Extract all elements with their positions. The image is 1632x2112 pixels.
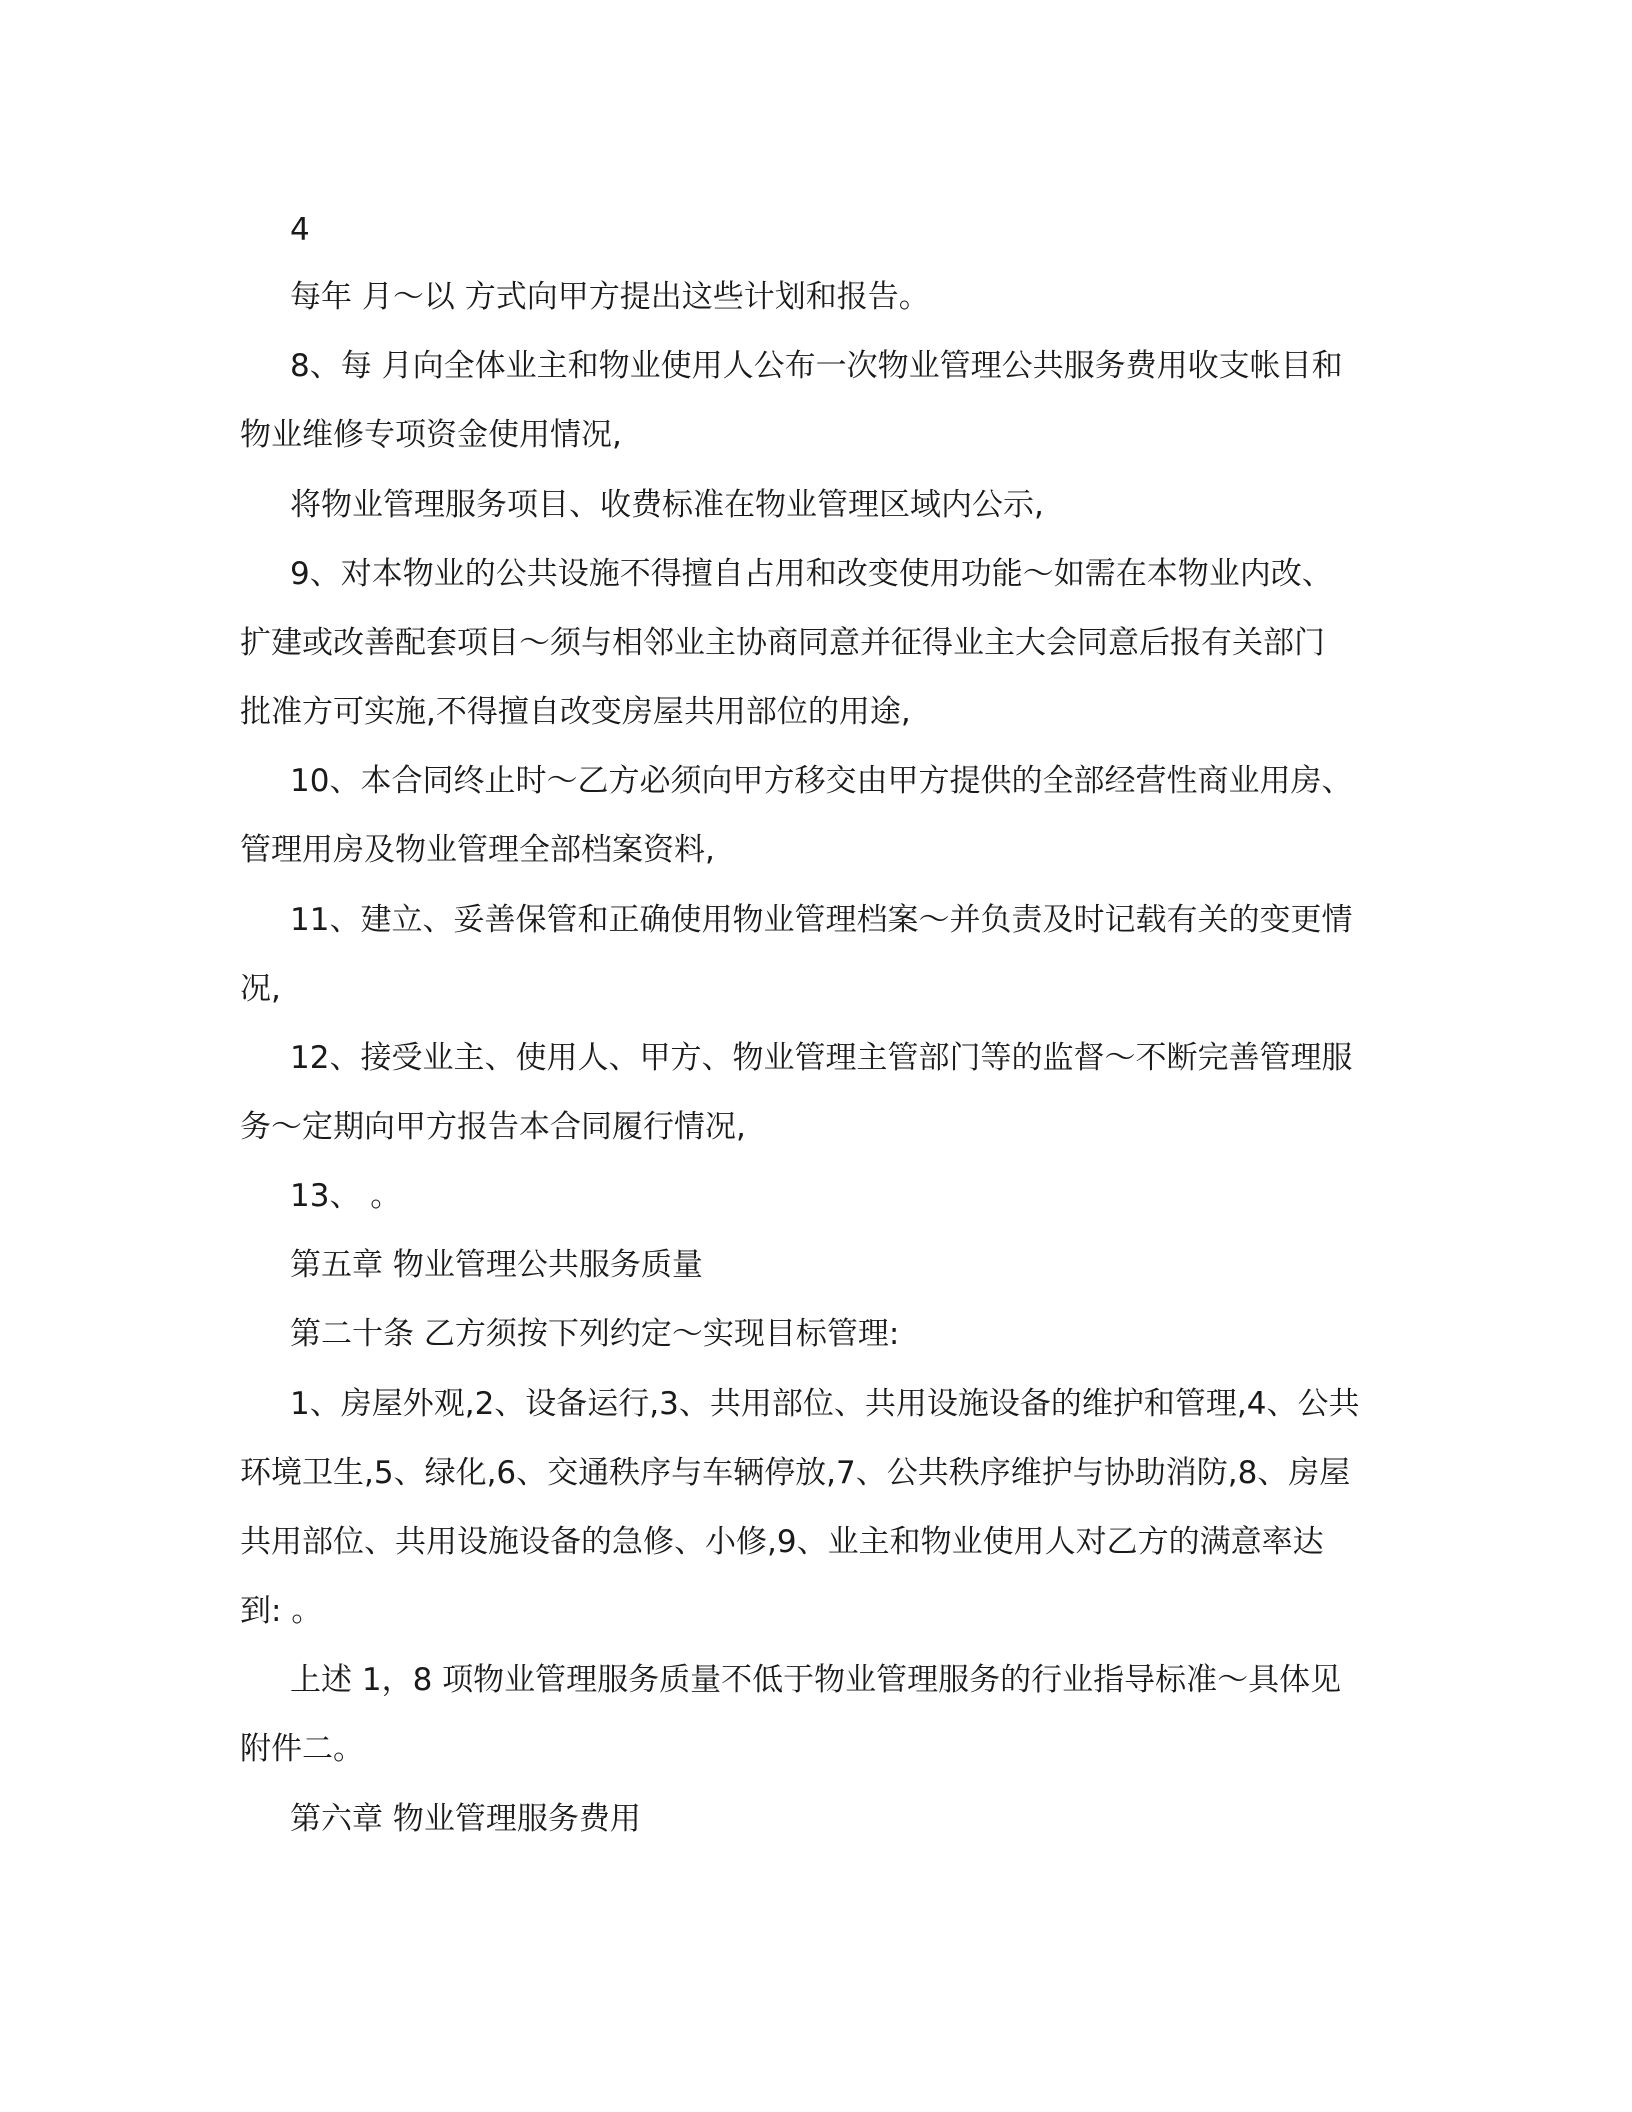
paragraph-line: 每年 月～以 方式向甲方提出这些计划和报告。: [290, 279, 930, 315]
paragraph-line: 11、建立、妥善保管和正确使用物业管理档案～并负责及时记载有关的变更情: [290, 902, 1353, 938]
paragraph-line: 上述 1，8 项物业管理服务质量不低于物业管理服务的行业指导标准～具体见: [290, 1662, 1342, 1698]
paragraph-line: 将物业管理服务项目、收费标准在物业管理区域内公示,: [290, 487, 1044, 523]
paragraph-line: 物业维修专项资金使用情况,: [240, 417, 622, 453]
paragraph-line: 批准方可实施,不得擅自改变房屋共用部位的用途,: [240, 694, 911, 730]
paragraph-line: 况,: [240, 971, 281, 1007]
paragraph-line: 1、房屋外观,2、设备运行,3、共用部位、共用设施设备的维护和管理,4、公共: [290, 1386, 1360, 1422]
paragraph-line: 务～定期向甲方报告本合同履行情况,: [240, 1109, 746, 1145]
paragraph-line: 管理用房及物业管理全部档案资料,: [240, 832, 715, 868]
paragraph-line: 9、对本物业的公共设施不得擅自占用和改变使用功能～如需在本物业内改、: [290, 556, 1333, 592]
paragraph-line: 12、接受业主、使用人、甲方、物业管理主管部门等的监督～不断完善管理服: [290, 1040, 1353, 1076]
chapter-heading: 第五章 物业管理公共服务质量: [290, 1247, 703, 1283]
article-heading: 第二十条 乙方须按下列约定～实现目标管理:: [290, 1316, 900, 1352]
paragraph-line: 共用部位、共用设施设备的急修、小修,9、业主和物业使用人对乙方的满意率达: [240, 1524, 1324, 1560]
page-number: 4: [290, 212, 310, 248]
paragraph-line: 13、 。: [290, 1178, 402, 1214]
paragraph-line: 环境卫生,5、绿化,6、交通秩序与车辆停放,7、公共秩序维护与协助消防,8、房屋: [240, 1455, 1351, 1491]
paragraph-line: 扩建或改善配套项目～须与相邻业主协商同意并征得业主大会同意后报有关部门: [240, 625, 1325, 661]
paragraph-line: 8、每 月向全体业主和物业使用人公布一次物业管理公共服务费用收支帐目和: [290, 348, 1343, 384]
paragraph-line: 附件二。: [240, 1731, 364, 1767]
paragraph-line: 到: 。: [240, 1593, 323, 1629]
chapter-heading: 第六章 物业管理服务费用: [290, 1801, 641, 1837]
paragraph-line: 10、本合同终止时～乙方必须向甲方移交由甲方提供的全部经营性商业用房、: [290, 763, 1353, 799]
